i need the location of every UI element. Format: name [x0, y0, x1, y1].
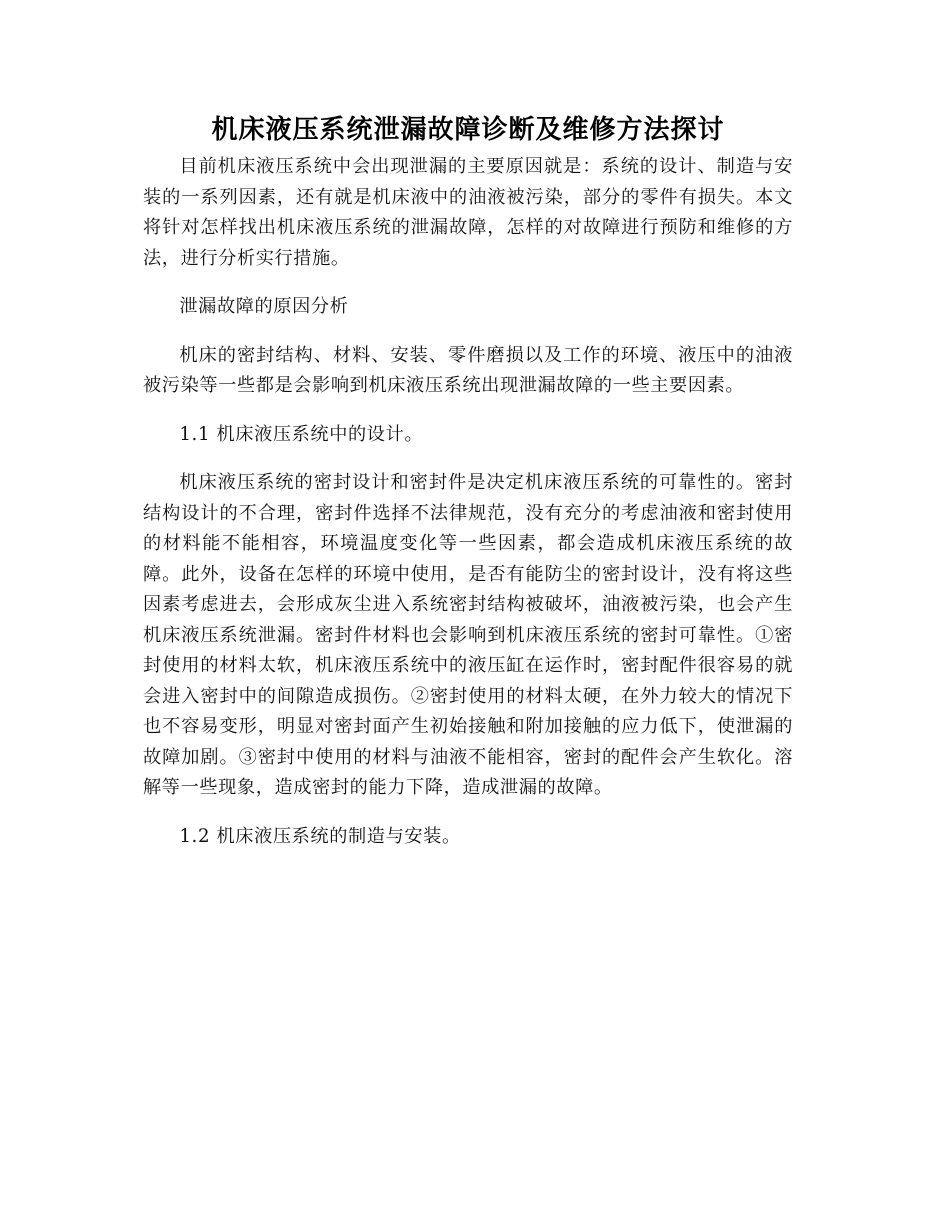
document-page	[143, 108, 793, 870]
cause-overview-paragraph: 机床的密封结构、材料、安装、零件磨损以及工作的环境、液压中的油液被污染等一些都是会影响到机床液压系统出现泄漏故障的一些主要因素。	[143, 344, 793, 396]
design-paragraph: 机床液压系统的密封设计和密封件是决定机床液压系统的可靠性的。密封结构设计的不合理，密封件选择不法律规范，没有充分的考虑油液和密封使用的材料能不能相容，环境温度变化等一些因素，都会造成机床液压系统的故障。此外，设备在怎样的环境中使用，是否有能防尘的密封设计，没有将这些因素考虑进去，会形成灰尘进入系统密封结构被破坏，油液被污染，也会产生机床液压系统泄漏。密封件材料也会影响到机床液压系统的密封可靠性。①密封使用的材料太软，机床液压系统中的液压缸在运作时，密封配件很容易的就会进入密封中的间隙造成损伤。②密封使用的材料太硬，在外力较大的情况下也不容易变形，明显对密封面产生初始接触和附加接触的应力低下，使泄漏的故障加剧。③密封中使用的材料与油液不能相容，密封的配件会产生软化。溶解等一些现象，造成密封的能力下降，造成泄漏的故障。	[143, 472, 793, 798]
document-title: 机床液压系统泄漏故障诊断及维修方法探讨	[211, 115, 725, 145]
subsection-heading-1-1: 1.1 机床液压系统中的设计。	[179, 423, 424, 445]
intro-paragraph: 目前机床液压系统中会出现泄漏的主要原因就是：系统的设计、制造与安装的一系列因素，还有就是机床液中的油液被污染，部分的零件有损失。本文将针对怎样找出机床液压系统的泄漏故障，怎样的对故障进行预防和维修的方法，进行分析实行措施。	[143, 156, 793, 269]
subsection-heading-1-2: 1.2 机床液压系统的制造与安装。	[179, 825, 461, 847]
section-heading-cause-analysis: 泄漏故障的原因分析	[179, 296, 349, 317]
